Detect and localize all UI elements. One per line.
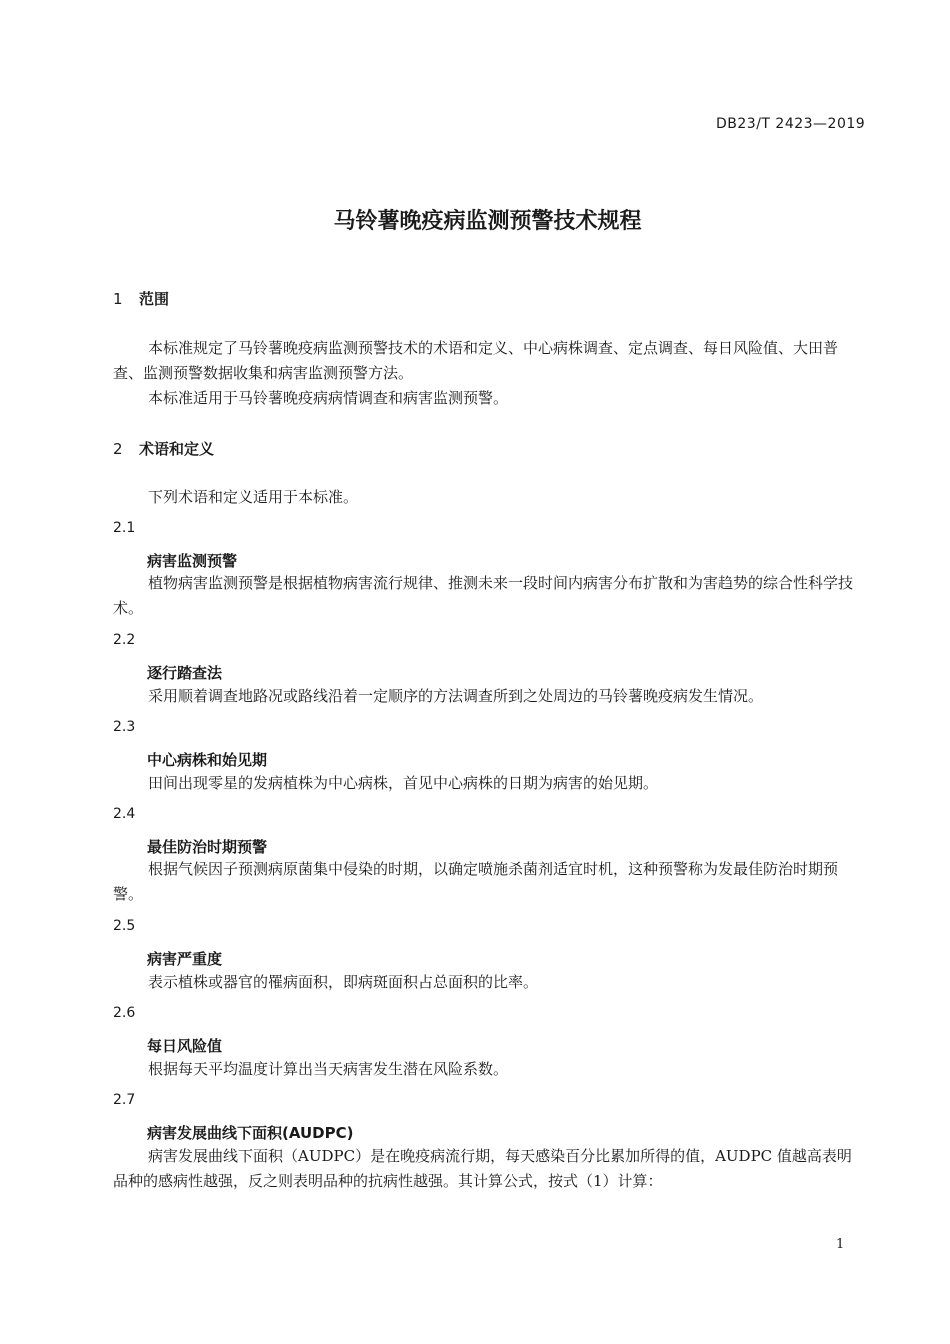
term-title: 每日风险值 [147, 1037, 223, 1055]
term-definition: 采用顺着调查地路况或路线沿着一定顺序的方法调查所到之处周边的马铃薯晚疫病发生情况。 [148, 687, 764, 705]
term-title: 最佳防治时期预警 [147, 838, 268, 856]
term-definition: 根据气候因子预测病原菌集中侵染的时期，以确定喷施杀菌剂适宜时机，这种预警称为发最佳防治时期预警。 [113, 860, 839, 903]
section-title: 术语和定义 [139, 440, 215, 458]
section-title: 范围 [139, 290, 170, 308]
term-number: 2.1 [113, 520, 136, 536]
terms-intro: 下列术语和定义适用于本标准。 [148, 488, 359, 506]
standard-code: DB23/T 2423—2019 [716, 116, 866, 132]
page-title: 马铃薯晚疫病监测预警技术规程 [333, 209, 642, 234]
term-definition: 表示植株或器官的罹病面积，即病斑面积占总面积的比率。 [148, 973, 539, 991]
term-title: 病害严重度 [147, 950, 223, 968]
page-number: 1 [836, 1237, 845, 1252]
term-title: 病害发展曲线下面积(AUDPC) [147, 1124, 354, 1142]
term-number: 2.7 [113, 1092, 136, 1108]
scope-paragraph-2: 本标准适用于马铃薯晚疫病病情调查和病害监测预警。 [148, 389, 509, 407]
term-number: 2.2 [113, 632, 136, 648]
term-definition: 根据每天平均温度计算出当天病害发生潜在风险系数。 [148, 1060, 509, 1078]
section-heading-terms [113, 438, 214, 459]
section-heading-scope [113, 288, 169, 309]
term-definition: 田间出现零星的发病植株为中心病株，首见中心病株的日期为病害的始见期。 [148, 774, 659, 792]
scope-paragraph-1: 本标准规定了马铃薯晚疫病监测预警技术的术语和定义、中心病株调查、定点调查、每日风险值、大田普查、监测预警数据收集和病害监测预警方法。 [113, 339, 839, 382]
term-definition: 病害发展曲线下面积（AUDPC）是在晚疫病流行期，每天感染百分比累加所得的值，AUDPC 值越高表明品种的感病性越强，反之则表明品种的抗病性越强。其计算公式，按式（1）计算： [113, 1147, 852, 1190]
term-number: 2.3 [113, 719, 136, 735]
term-definition: 植物病害监测预警是根据植物病害流行规律、推测未来一段时间内病害分布扩散和为害趋势的综合性科学技术。 [113, 574, 854, 617]
term-number: 2.5 [113, 918, 136, 934]
term-number: 2.6 [113, 1005, 136, 1021]
term-title: 中心病株和始见期 [147, 751, 268, 769]
term-title: 病害监测预警 [147, 552, 238, 570]
section-number: 2 [113, 440, 123, 458]
term-title: 逐行踏查法 [147, 664, 223, 682]
term-number: 2.4 [113, 806, 136, 822]
section-number: 1 [113, 290, 123, 308]
